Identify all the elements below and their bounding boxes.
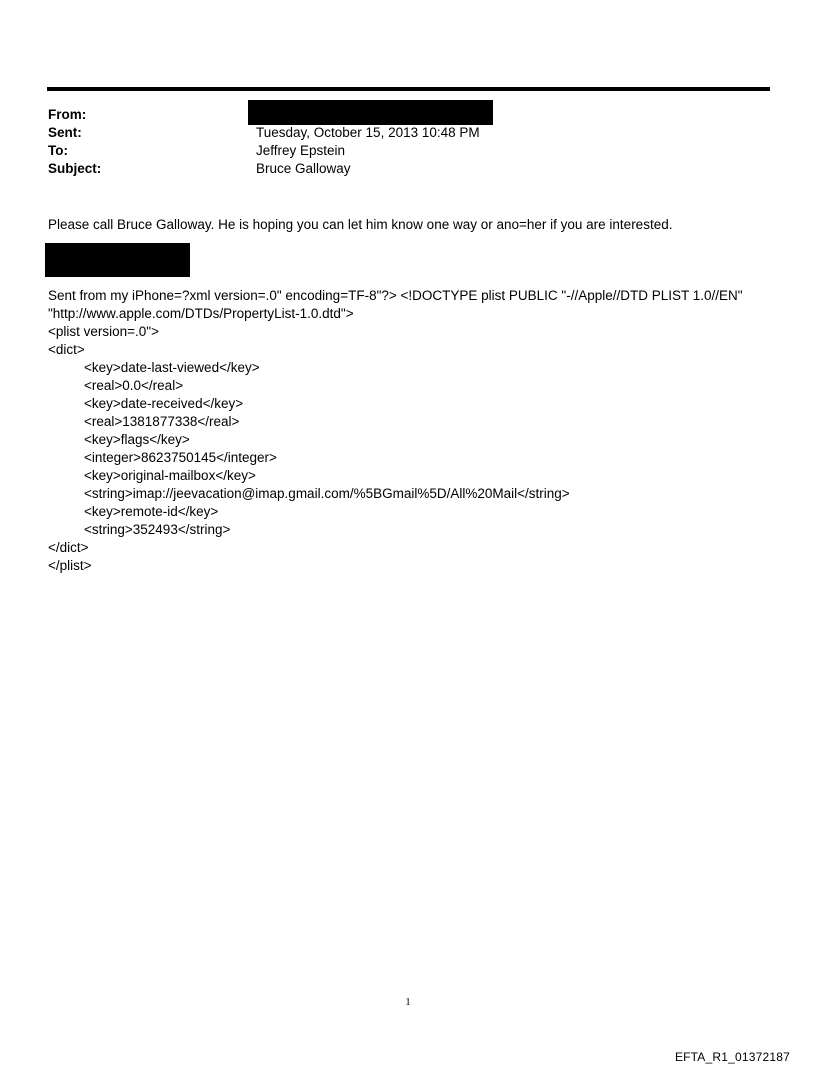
plist-block bbox=[48, 287, 768, 575]
header-divider bbox=[47, 87, 770, 91]
plist-line: </plist> bbox=[48, 558, 92, 573]
plist-entry: <key>flags</key> bbox=[84, 432, 190, 447]
from-value bbox=[256, 106, 748, 124]
plist-entry: <key>date-received</key> bbox=[84, 396, 244, 411]
plist-entry: <key>original-mailbox</key> bbox=[84, 468, 256, 483]
from-row bbox=[48, 106, 748, 124]
email-header bbox=[48, 106, 748, 178]
plist-entry: <key>remote-id</key> bbox=[84, 504, 219, 519]
sent-row bbox=[48, 124, 748, 142]
plist-line: <dict> bbox=[48, 342, 85, 357]
plist-entry: <real>0.0</real> bbox=[84, 378, 184, 393]
plist-entry: <string>imap://jeevacation@imap.gmail.com/%5BGmail%5D/All%20Mail</string> bbox=[84, 486, 570, 501]
document-id: EFTA_R1_01372187 bbox=[674, 1050, 790, 1064]
subject-row bbox=[48, 160, 748, 178]
sent-label: Sent: bbox=[48, 125, 82, 140]
plist-line: </dict> bbox=[48, 540, 89, 555]
subject-value: Bruce Galloway bbox=[256, 161, 351, 176]
plist-entry: <integer>8623750145</integer> bbox=[84, 450, 277, 465]
redaction-block-signature bbox=[45, 243, 190, 277]
to-label: To: bbox=[48, 143, 68, 158]
sent-value: Tuesday, October 15, 2013 10:48 PM bbox=[256, 125, 480, 140]
plist-line: <plist version=.0"> bbox=[48, 324, 159, 339]
plist-entry: <real>1381877338</real> bbox=[84, 414, 240, 429]
subject-label: Subject: bbox=[48, 161, 102, 176]
message-body: Please call Bruce Galloway. He is hoping you can let him know one way or ano=her if you are interested. bbox=[48, 217, 673, 232]
plist-line: "http://www.apple.com/DTDs/PropertyList-1.0.dtd"> bbox=[48, 306, 354, 321]
plist-entry: <key>date-last-viewed</key> bbox=[84, 360, 260, 375]
to-row bbox=[48, 142, 748, 160]
to-value: Jeffrey Epstein bbox=[256, 143, 346, 158]
plist-line: Sent from my iPhone=?xml version=.0" encoding=TF-8"?> <!DOCTYPE plist PUBLIC "-//Apple//DTD PLIST 1.0//EN" bbox=[48, 288, 743, 303]
from-label: From: bbox=[48, 107, 87, 122]
page-number: 1 bbox=[405, 996, 411, 1008]
plist-entry: <string>352493</string> bbox=[84, 522, 231, 537]
